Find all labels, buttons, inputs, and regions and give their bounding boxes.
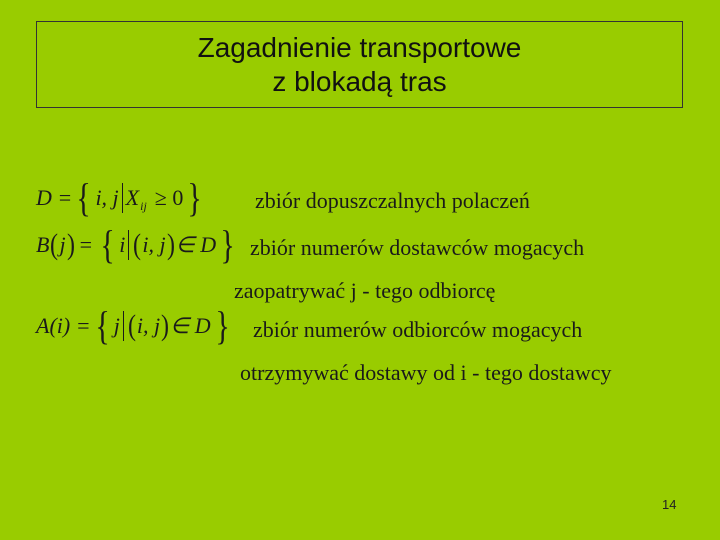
- formula-a-description-line-1: zbiór numerów odbiorców mogacych: [253, 317, 583, 342]
- formula-d-variable: X: [125, 185, 140, 210]
- formula-b-name: B: [36, 232, 50, 257]
- title-box: [36, 21, 683, 108]
- set-bar: [128, 230, 129, 260]
- formula-b-arg: j: [59, 232, 66, 257]
- formula-a-lhs: A(i) =: [36, 313, 91, 338]
- formula-d: [36, 175, 207, 220]
- left-paren: (: [127, 309, 136, 342]
- formula-d-condition: ≥ 0: [154, 185, 184, 210]
- set-bar: [122, 183, 123, 213]
- formula-d-lhs: D =: [36, 185, 73, 210]
- formula-b-description-line-2: zaopatrywać j - tego odbiorcę: [234, 278, 496, 303]
- right-paren: ): [161, 309, 170, 342]
- formula-b: [36, 222, 239, 267]
- set-bar: [123, 311, 124, 341]
- formula-b-pair: i, j: [142, 232, 166, 257]
- formula-b-member: ∈ D: [175, 232, 217, 257]
- left-brace: {: [94, 303, 110, 348]
- formula-b-eq: =: [79, 232, 92, 257]
- left-paren: (: [50, 228, 59, 261]
- left-brace: {: [76, 175, 92, 220]
- left-paren: (: [133, 228, 142, 261]
- slide-title-line-1: Zagadnienie transportowe: [197, 31, 522, 63]
- right-brace: }: [187, 175, 203, 220]
- right-brace: }: [215, 303, 230, 348]
- page-number: 14: [662, 497, 677, 512]
- formula-d-description: zbiór dopuszczalnych polaczeń: [255, 188, 530, 213]
- formula-b-elem: i: [119, 232, 126, 257]
- right-paren: ): [166, 228, 175, 261]
- right-brace: }: [220, 222, 235, 267]
- formula-b-description-line-1: zbiór numerów dostawców mogacych: [250, 235, 585, 260]
- formula-a-member: ∈ D: [170, 313, 211, 338]
- formula-d-subscript: ij: [140, 198, 147, 213]
- left-brace: {: [100, 222, 115, 267]
- formula-a: [36, 303, 234, 348]
- formula-a-pair: i, j: [136, 313, 161, 338]
- formula-d-pair: i, j: [95, 185, 119, 210]
- slide-title-line-2: z blokadą tras: [272, 65, 447, 97]
- formula-a-description-line-2: otrzymywać dostawy od i - tego dostawcy: [240, 360, 612, 385]
- formula-a-elem: j: [113, 313, 120, 338]
- right-paren: ): [66, 228, 75, 261]
